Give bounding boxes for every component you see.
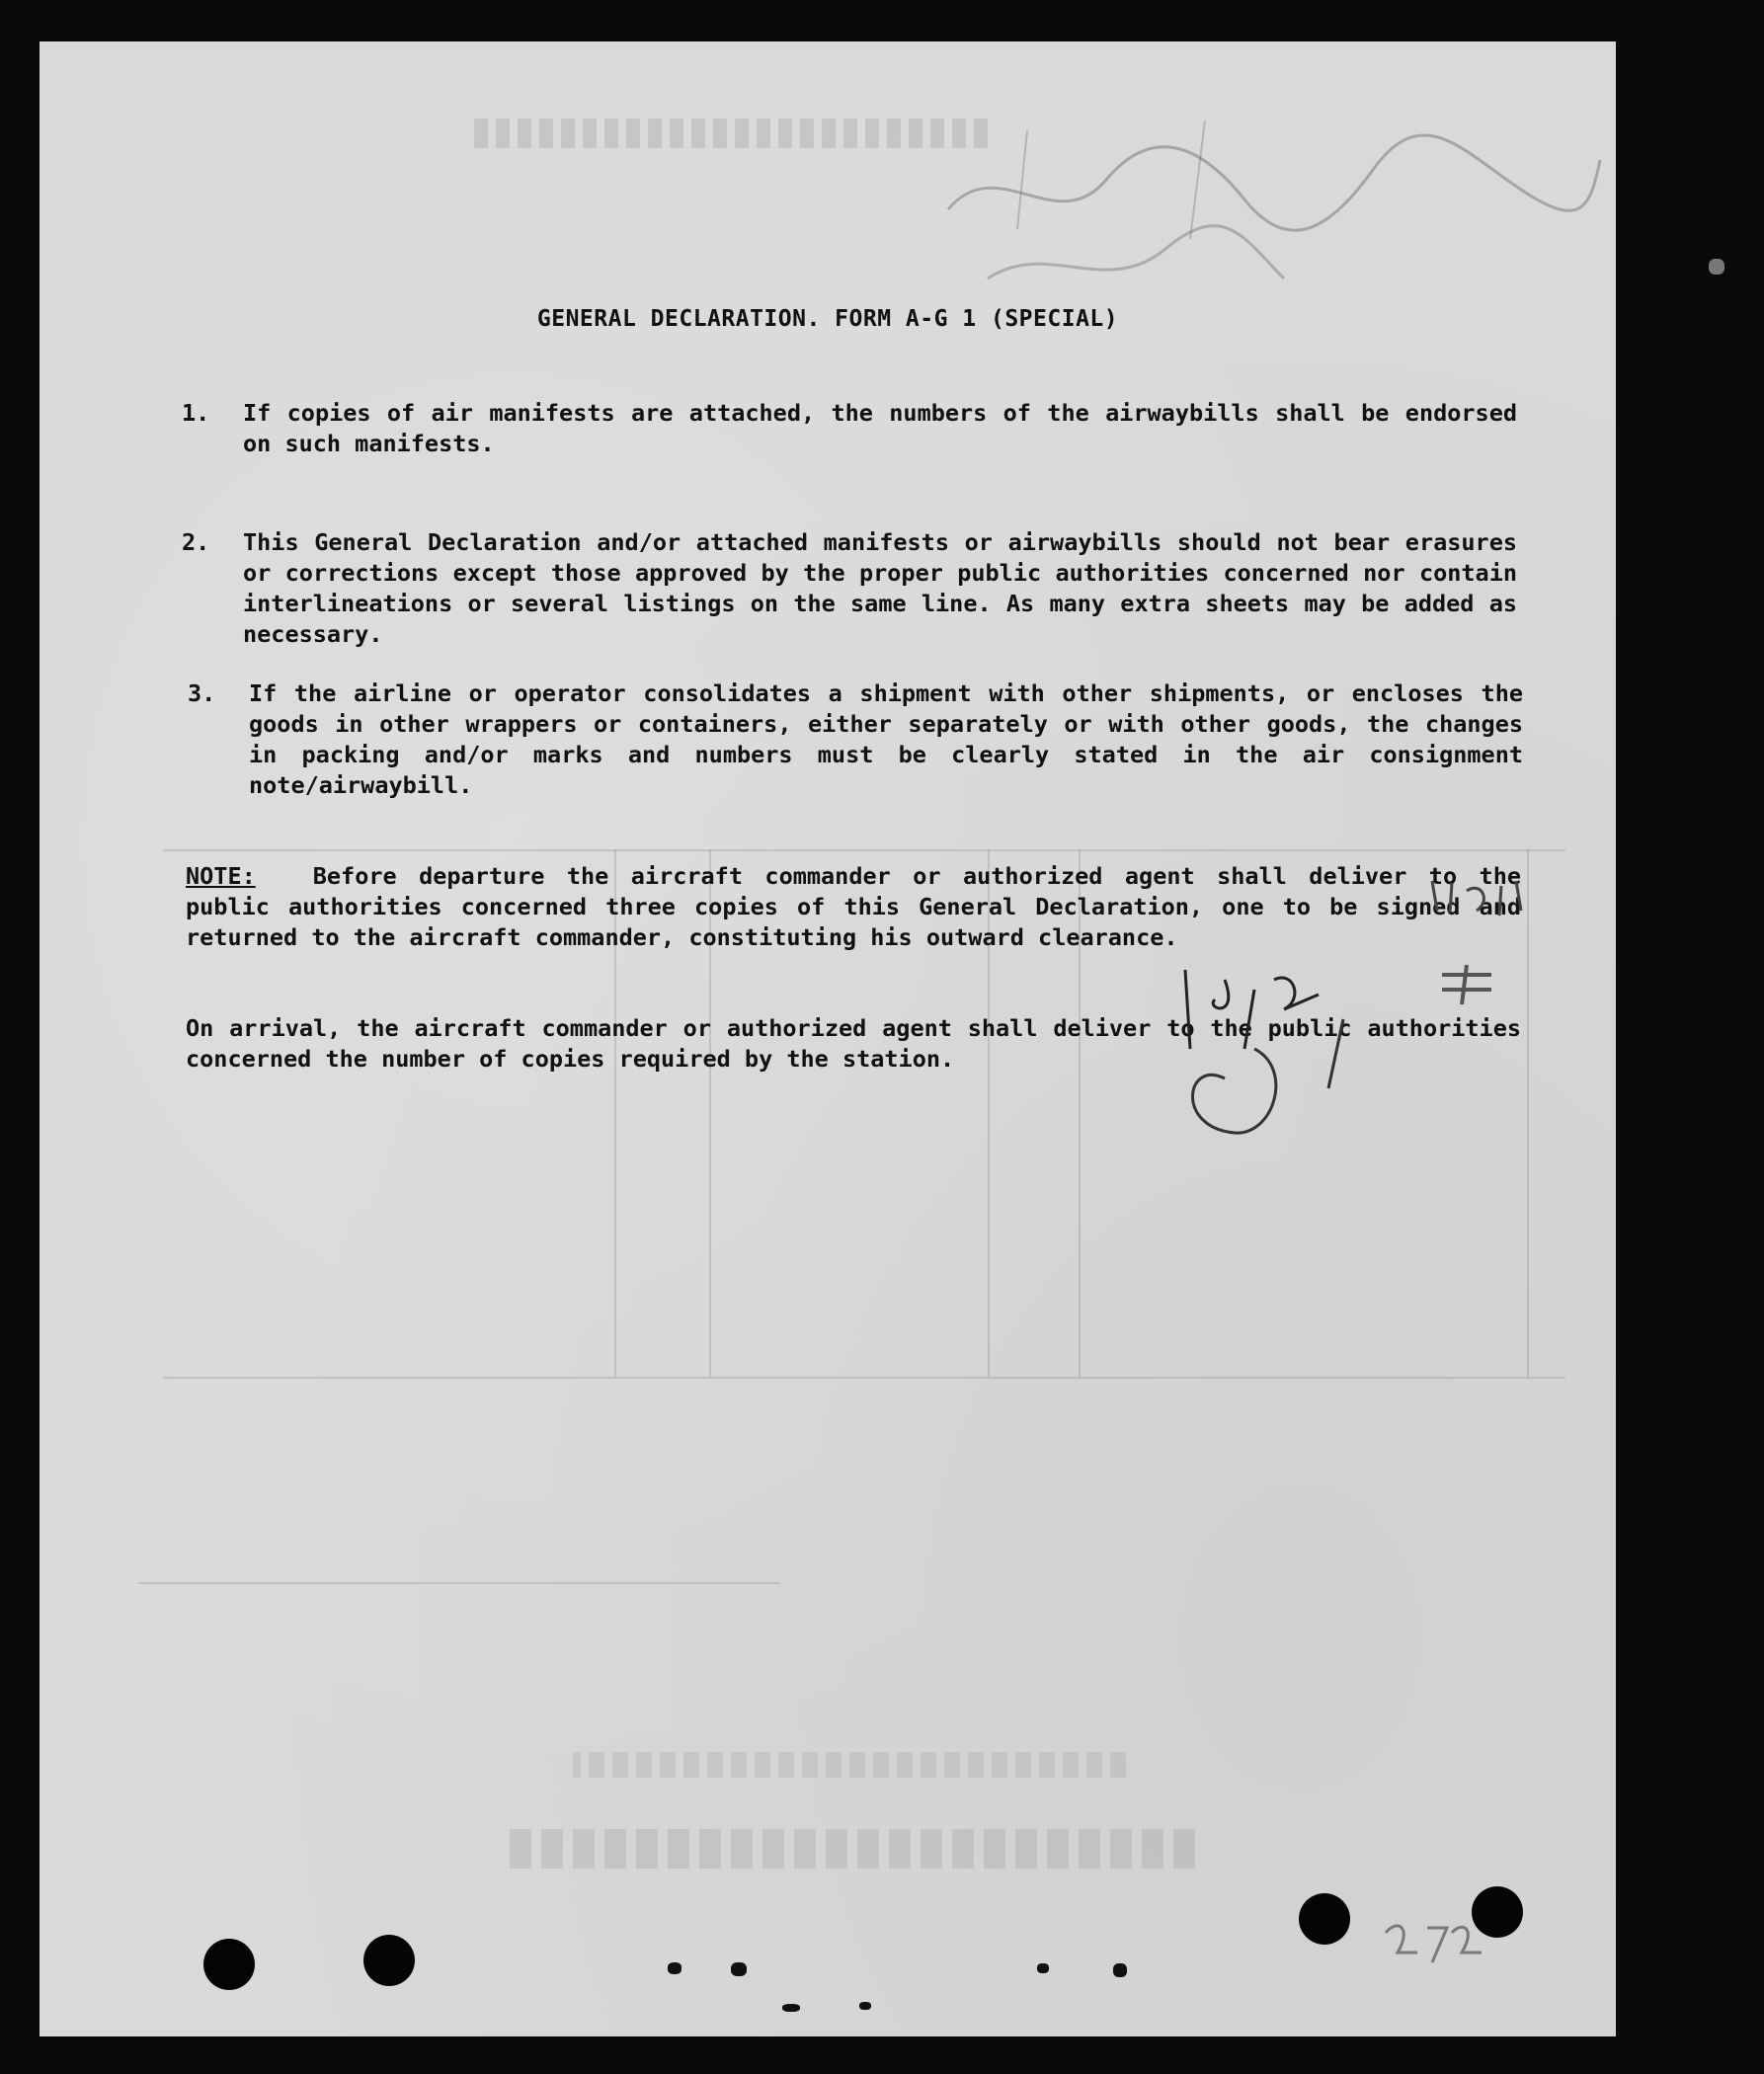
note-label: NOTE:: [186, 862, 256, 890]
speck: [859, 2002, 871, 2010]
bleed-through-line: [138, 1582, 780, 1584]
punch-hole: [363, 1935, 415, 1986]
item-text: If copies of air manifests are attached, the numbers of the airwaybills shall be endorsed on such manifests.: [243, 399, 1517, 457]
item-number: 3.: [188, 679, 216, 707]
handwritten-mark: [1422, 871, 1531, 930]
handwritten-page-number: [1378, 1913, 1486, 1972]
edge-speck: [1709, 259, 1724, 275]
speck: [731, 1962, 747, 1976]
speck: [782, 2004, 800, 2012]
instruction-item: [182, 398, 1517, 459]
bleed-through-line: [163, 849, 1565, 851]
speck: [1113, 1963, 1127, 1977]
handwritten-signature: [1146, 911, 1403, 1148]
item-text: If the airline or operator consolidates a shipment with other shipments, or encloses the goods in other wrappers or containers, either separately or with other goods, the changes in packing and/or marks and numbers must be clearly stated in the air consignment note/airwaybill.: [249, 679, 1523, 799]
faint-handwriting-top: [909, 91, 1620, 318]
bleed-through-line: [163, 1377, 1565, 1379]
speck: [668, 1962, 682, 1974]
instruction-item: [182, 527, 1517, 650]
note-text: Before departure the aircraft commander or authorized agent shall deliver to the public authorities concerned three copies of this General Declaration, one to be signed and returned to the aircraft commander, constituting his outward clearance.: [186, 862, 1521, 951]
document-page: [40, 41, 1616, 2036]
item-number: 2.: [182, 528, 210, 556]
punch-hole: [203, 1939, 255, 1990]
bleed-through-mark: [504, 1829, 1195, 1869]
arrival-text: On arrival, the aircraft commander or authorized agent shall deliver to the public authorities concerned the number of copies required by the station.: [186, 1014, 1521, 1073]
item-number: 1.: [182, 399, 210, 427]
item-text: This General Declaration and/or attached manifests or airwaybills should not bear erasures or corrections except those approved by the proper public authorities concerned nor contain interlineations or several listings on the same line. As many extra sheets may be added as necessary.: [243, 528, 1517, 648]
bleed-through-mark: [573, 1752, 1126, 1778]
speck: [1037, 1963, 1049, 1973]
form-title: GENERAL DECLARATION. FORM A-G 1 (SPECIAL): [536, 306, 1119, 332]
instruction-item: [188, 678, 1523, 801]
handwritten-mark: [1432, 960, 1501, 1009]
punch-hole: [1299, 1893, 1350, 1945]
